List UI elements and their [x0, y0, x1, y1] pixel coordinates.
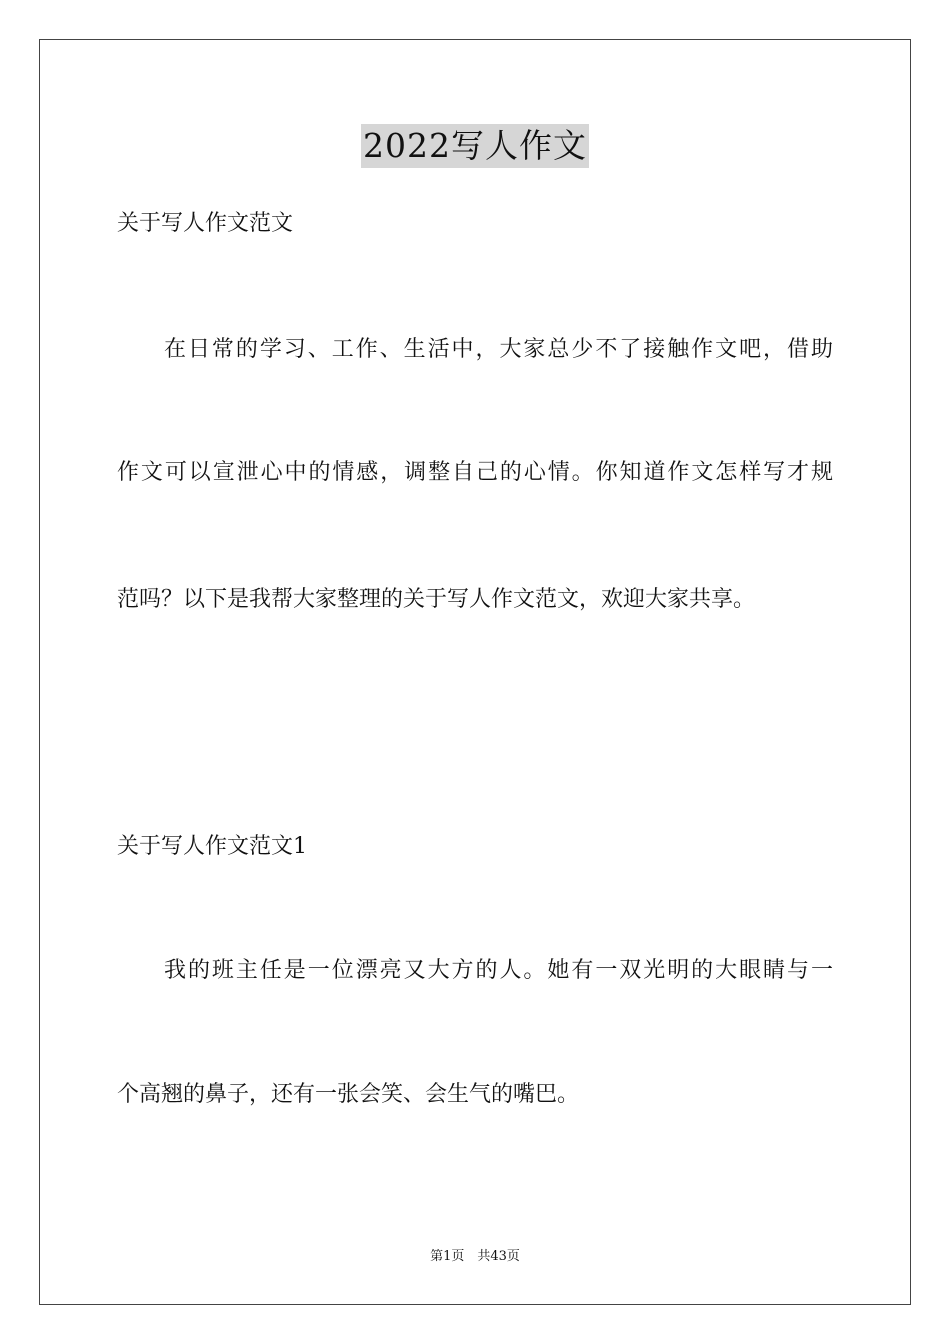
page-number-footer: 第1页 共43页	[430, 1249, 520, 1264]
essay-paragraph-line-2: 个高翘的鼻子，还有一张会笑、会生气的嘴巴。	[117, 1082, 580, 1107]
title-container	[0, 124, 950, 168]
intro-paragraph-line-2: 作文可以宣泄心中的情感，调整自己的心情。你知道作文怎样写才规	[117, 460, 833, 485]
section-heading: 关于写人作文范文	[117, 211, 294, 236]
essay-heading: 关于写人作文范文1	[117, 834, 307, 859]
essay-paragraph-line-1: 我的班主任是一位漂亮又大方的人。她有一双光明的大眼睛与一	[164, 958, 833, 983]
intro-paragraph-line-1: 在日常的学习、工作、生活中，大家总少不了接触作文吧，借助	[164, 337, 833, 362]
document-title: 2022写人作文	[361, 124, 589, 168]
intro-paragraph-line-3: 范吗？以下是我帮大家整理的关于写人作文范文，欢迎大家共享。	[117, 587, 756, 612]
